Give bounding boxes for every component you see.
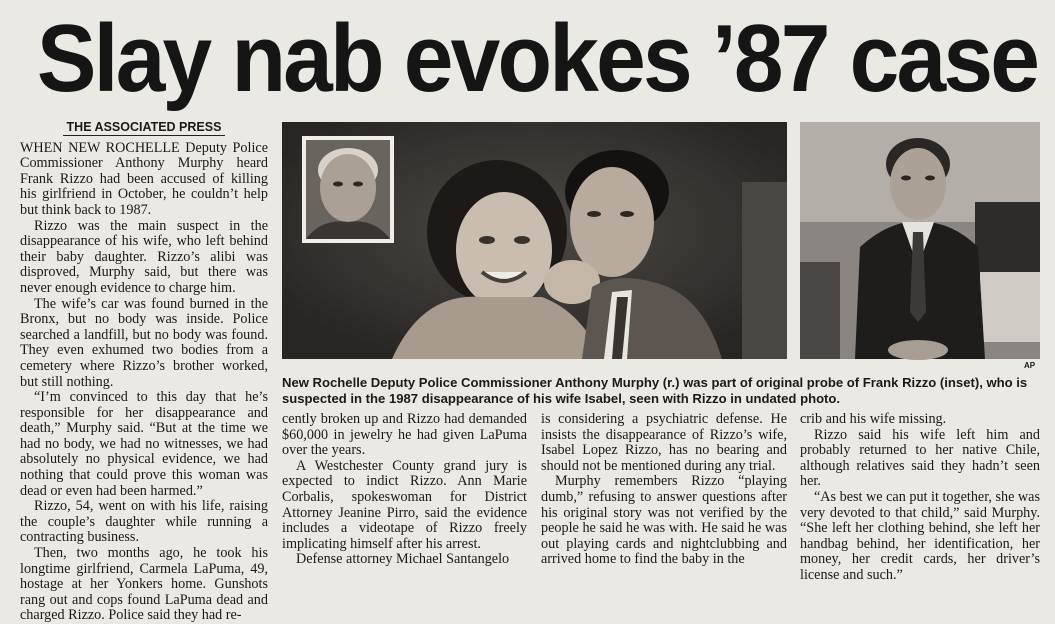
caption-line: suspected in the 1987 disappearance of his wife Isabel, seen with Rizzo in undated photo. bbox=[282, 391, 841, 406]
paragraph: is considering a psychiatric defense. He insists the disappearance of Rizzo’s wife, Isabel Lopez Rizzo, has no bearing and should not be mentioned during any trial. bbox=[541, 411, 787, 474]
paragraph: WHEN NEW ROCHELLE Deputy Police Commissioner Anthony Murphy heard Frank Rizzo had been accused of killing his girlfriend in October, he couldn’t help but think back to 1987. bbox=[20, 139, 268, 218]
paragraph: Murphy remembers Rizzo “playing dumb,” refusing to answer questions after his original story was not verified by the people he said he was with. He said he was out playing cards and nightclubbing and arrived home to find the baby in the bbox=[541, 473, 787, 568]
paragraph: The wife’s car was found burned in the Bronx, but no body was inside. Police searched a landfill, but no body was found. They even exhumed two bodies from a cemetery where Rizzo’s brother worked, but still nothing. bbox=[20, 295, 268, 390]
paragraph: A Westchester County grand jury is expected to indict Rizzo. Ann Marie Corbalis, spokeswoman for District Attorney Jeanine Pirro, said the evidence includes a videotape of Rizzo freely implicating himself after his arrest. bbox=[282, 457, 527, 552]
paragraph: “I’m convinced to this day that he’s responsible for her disappearance and death,” Murphy said. “But at the time we had no body, we had no witnesses, we had absolutely no physical evidence, we had nothing that could prove this woman was dead or even had been harmed.” bbox=[20, 389, 268, 499]
headline: Slay nab evokes ’87 case bbox=[36, 5, 1038, 112]
paragraph: cently broken up and Rizzo had demanded $60,000 in jewelry he had given LaPuma over the years. bbox=[282, 411, 527, 459]
photo-caption bbox=[282, 375, 1042, 407]
paragraph: Rizzo said his wife left him and probably returned to her native Chile, although relatives said they hadn’t seen her. bbox=[800, 426, 1040, 490]
murphy-photo bbox=[800, 122, 1040, 359]
paragraph: Rizzo was the main suspect in the disappearance of his wife, who left behind their baby daughter. Rizzo’s alibi was disproved, Murphy said, but there was never enough evidence to charge him. bbox=[20, 217, 268, 296]
article-column-4 bbox=[800, 411, 1040, 583]
paragraph: crib and his wife missing. bbox=[800, 411, 947, 427]
photo-credit: AP bbox=[1024, 361, 1036, 370]
caption-line: New Rochelle Deputy Police Commissioner Anthony Murphy (r.) was part of original probe of Frank Rizzo (inset), who is bbox=[282, 375, 1028, 390]
article-column-1 bbox=[20, 120, 268, 624]
main-photo bbox=[282, 122, 787, 359]
paragraph: Rizzo, 54, went on with his life, raising the couple’s daughter while running a contracting business. bbox=[20, 498, 268, 546]
paragraph: Then, two months ago, he took his longtime girlfriend, Carmela LaPuma, 49, hostage at her Yonkers home. Gunshots rang out and cops found LaPuma dead and charged Rizzo. Police said they had re- bbox=[20, 545, 268, 624]
byline: THE ASSOCIATED PRESS bbox=[20, 120, 268, 136]
article-column-3 bbox=[541, 411, 787, 568]
paragraph: “As best we can put it together, she was very devoted to that child,” said Murphy. “She left her clothing behind, she left her handbag behind, her identification, her money, her credit cards, her driver’s license and such.” bbox=[800, 488, 1040, 583]
paragraph: Defense attorney Michael Santangelo bbox=[296, 551, 510, 568]
article-column-2 bbox=[282, 411, 527, 568]
